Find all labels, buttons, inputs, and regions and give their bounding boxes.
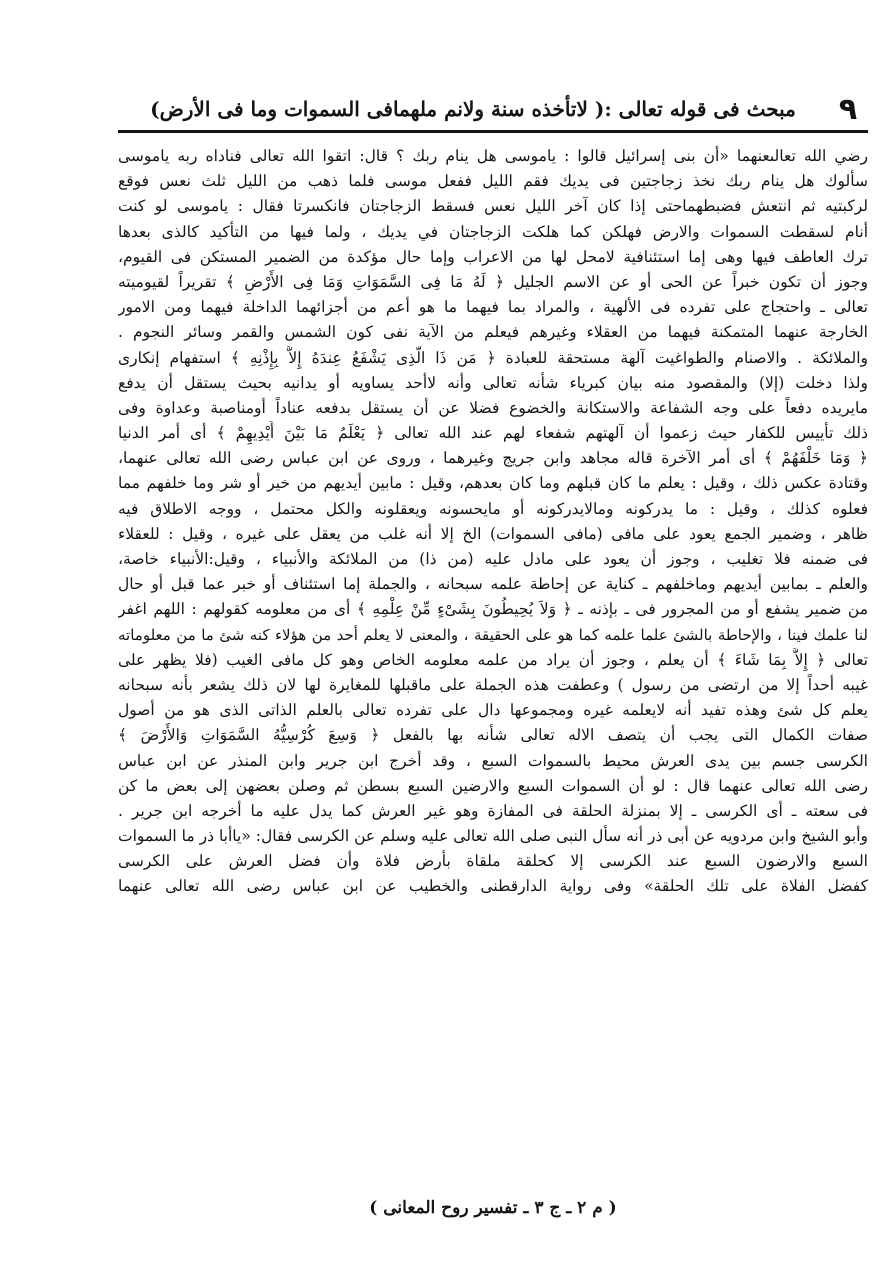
section-title: مبحث فى قوله تعالى :( لاتأخذه سنة ولانم ملهمافى السموات وما فى الأرض) [150,97,796,121]
text-line: ﴿ وَمَا خَلْفَهُمْ ﴾ أى أمر الآخرة قاله مجاهد وابن جريج وغيرهما ، وروى عن ابن عباس رضى الله تعالى عنهما، [118,449,868,468]
text-line: وأبو الشيخ وابن مردويه عن أبى ذر أنه سأل النبى صلى الله تعالى عليه وسلم عن الكرسى فقال: «ياأبا ذر ما السموات [118,827,868,846]
text-line: ذلك تأييس للكفار حيث زعموا أن آلهتهم شفعاء لهم عند الله تعالى ﴿ يَعْلَمُ مَا بَيْنَ أَيْدِيهِمْ ﴾ أى أمر الدنيا [118,424,868,443]
text-line: من ضمير يشفع أو من المجرور فى ـ بإذنه ـ ﴿ وَلاَ يُحِيطُونَ بِشَىْءٍ مِّنْ عِلْمِهِ ﴾ أى من معلومه كقولهم : اللهم اغفر [118,600,868,619]
text-line: لركبتيه ثم انتعش فضبطهماحتى إذا كان آخر الليل نعس فسقط الزجاجتان فانكسرتا فقال : ياموسى لو كنت [118,197,868,216]
text-line: كفضل الفلاة على تلك الحلقة» وفى رواية الدارقطنى والخطيب عن ابن عباس رضى الله تعالى عنهما [118,877,868,896]
text-line: والملائكة . والاصنام والطواغيت آلهة مستحقة للعبادة ﴿ مَن ذَا الَّذِى يَشْفَعُ عِندَهُ إِلاَّ بِإِذْنِهِ ﴾ استفهام إنكارى [118,348,868,367]
text-line: رضى الله تعالى عنهما قال : لو أن السموات السبع والارضين السبع بسطن ثم وصلن بعضهن إلى بعض ما كن [118,776,868,795]
text-line: فعلوه كذلك ، وقيل : ما يدركونه ومالايدركونه أو مايحسونه ويعقلونه والكل محتمل ، ووجه الاطلاق فيه [118,499,868,518]
page-header [118,88,868,133]
page-footer: ( م ٢ ـ ج ٣ ـ تفسير روح المعانى ) [369,1198,617,1218]
page-number: ٩ [838,91,858,127]
text-line: صفات الكمال التى يجب أن يتصف الاله تعالى شأنه بها بالفعل ﴿ وَسِعَ كُرْسِيُّهُ السَّمَوَاتِ وَالأَرْضَ ﴾ [118,726,868,745]
text-line: تعالى ـ واحتجاج على تفرده فى الألهية ، والمراد بما فيهما ما هو أعم من أجزائهما الداخلة فيهما ومن الامور [118,298,868,317]
text-line: فى سعته ـ أى الكرسى ـ إلا بمنزلة الحلقة فى المفازة وهو غير العرش كما يدل عليه ما أخرجه ابن جرير . [118,801,868,820]
text-line: وقتادة عكس ذلك ، وقيل : يعلم ما كان قبلهم وما كان بعدهم، وقيل : مابين أيديهم من خير أو شر وما خلفهم مما [118,474,868,493]
text-line: أنام لسقطت السموات والارض فهلكن كما هلكت الزجاجتان في يديك ، ولما فيها من التأكيد كالذى بعدها [118,222,868,241]
text-line: رضي الله تعالىعنهما «أن بنى إسرائيل قالوا : ياموسى هل ينام ربك ؟ قال: اتقوا الله تعالى فناداه ربه ياموسى [118,147,868,165]
body-text [118,144,868,900]
text-line: يعلم كل شئ وهذه تفيد أنه لايعلمه غيره ومجموعها دال على تفرده تعالى بالعلم الذاتى الذى هو من أصول [118,701,868,720]
text-line: والعلم ـ بمابين أيديهم وماخلفهم ـ كناية عن إحاطة علمه سبحانه ، والجملة إما استئناف أو خبر عما قبل أو حال [118,575,868,594]
text-line: الخارجة عنهما المتمكنة فيهما من العقلاء وغيرهم فيعلم من الآية نفى كون الشمس والقمر وسائر النجوم . [118,323,868,342]
text-line: ظاهر ، وضمير الجمع يعود على مافى (مافى السموات) الخ إلا أنه غلب من يعقل على غيره ، وقيل : للعقلاء [118,524,868,543]
text-line: سألوك هل ينام ربك نخذ زجاجتين فى يديك فقم الليل ففعل موسى فلما ذهب من الليل ثلث نعس فوقع [118,172,868,191]
text-line: ولذا دخلت (إلا) والمقصود منه بيان كبرياء شأنه تعالى وأنه لاأحد يساويه أو يدانيه بحيث يستقل أن يدفع [118,373,868,392]
text-line: غيبه أحداً إلا من ارتضى من رسول ) وعطفت هذه الجملة على ماقبلها للمغايرة لها لان ذلك يشعر بأنه سبحانه [118,675,868,694]
text-line: فى ضمنه فلا تغليب ، وجوز أن يعود على مادل عليه (من ذا) من الملائكة والأنبياء ، وقيل:الأنبياء خاصة، [118,550,868,568]
text-line: تعالى ﴿ إِلاَّ بِمَا شَاءَ ﴾ أن يعلم ، وجوز أن يراد من علمه معلومه الخاص وهو كل مافى الغيب (فلا يظهر على [118,650,868,669]
text-line: الكرسى جسم بين يدى العرش محيط بالسموات السبع ، وقد أخرج ابن جرير وابن المنذر عن ابن عباس [118,751,868,770]
text-line: لنا علمك فينا ، والإحاطة بالشئ علما علمه كما هو على الحقيقة ، والمعنى لا يعلم أحد من هؤلاء كنه شئ ما من معلوماته [118,625,868,644]
text-line: وجوز أن تكون خبراً عن الحى أو عن الاسم الجليل ﴿ لَهُ مَا فِى السَّمَوَاتِ وَمَا فِى الأَرْضِ ﴾ تقريراً لقيوميته [118,272,868,291]
text-line: ترك العاطف فيها وهى إما استئنافية لامحل لها من الاعراب وإما حال مؤكدة من الضمير المستكن فى القيوم، [118,247,868,266]
text-line: السبع والارضون السبع عند الكرسى إلا كحلقة ملقاة بأرض فلاة وأن فضل العرش على الكرسى [118,852,868,871]
text-line: مايريده دفعاً على وجه الشفاعة والاستكانة والخضوع فضلا عن أن يستقل بدفعه عناداً أومناصبة وعداوة وفى [118,398,868,417]
